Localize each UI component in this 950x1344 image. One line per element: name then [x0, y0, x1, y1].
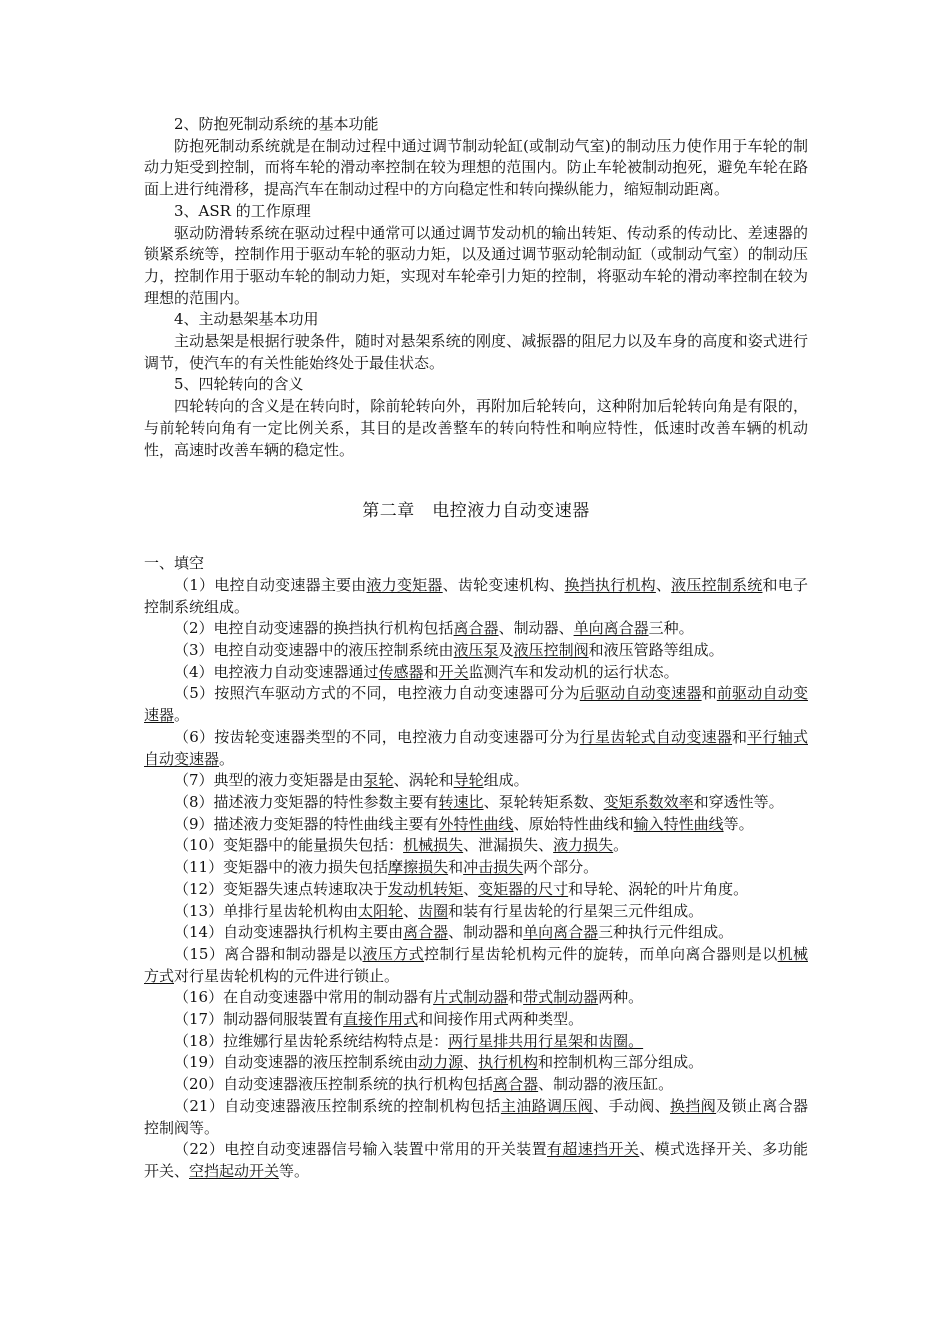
- question-text: 和电子控制系统组成。: [144, 575, 808, 616]
- question-text: 。: [613, 836, 629, 855]
- answer-text: 换挡阀: [669, 1096, 717, 1115]
- fill-blank-item: [144, 922, 808, 944]
- question-text: （5）按照汽车驱动方式的不同，电控液力自动变速器可分为: [174, 684, 580, 703]
- fill-blank-item: [144, 1074, 808, 1096]
- question-text: 控制行星齿轮机构元件的旋转，而单向离合器则是以: [424, 944, 778, 963]
- fill-blank-item: [144, 814, 808, 836]
- fill-blank-item: [144, 727, 808, 770]
- question-text: 和装有行星齿轮的行星架三元件组成。: [448, 901, 704, 920]
- fill-blank-item: [144, 1096, 808, 1139]
- answer-text: 变矩器的尺寸: [478, 879, 569, 898]
- question-text: 、涡轮和: [393, 771, 454, 790]
- question-text: （4）电控液力自动变速器通过: [174, 662, 379, 681]
- answer-text: 前驱动自动变速器: [144, 684, 808, 725]
- answer-text: 平行轴式自动变速器: [144, 727, 808, 768]
- answer-text: 两行星排共用行星架和齿圈。: [448, 1031, 644, 1050]
- answer-text: 带式制动器: [523, 988, 599, 1007]
- answer-text: 行星齿轮式自动变速器: [579, 727, 733, 746]
- question-text: 监测汽车和发动机的运行状态。: [468, 662, 679, 681]
- section-heading-asr: 3、ASR 的工作原理: [174, 201, 311, 220]
- fill-blank-item: [144, 944, 808, 987]
- question-text: 、: [463, 1053, 479, 1072]
- answer-text: 主油路调压阀: [500, 1096, 594, 1115]
- question-text: 和液压管路等组成。: [588, 641, 724, 660]
- answer-text: 离合器: [493, 1075, 539, 1094]
- question-text: 和导轮、涡轮的叶片角度。: [568, 879, 749, 898]
- answer-text: 输入特性曲线: [633, 814, 724, 833]
- question-text: 、手动阀、: [593, 1096, 670, 1115]
- answer-text: 冲击损失: [463, 858, 524, 877]
- question-text: 对行星齿轮机构的元件进行锁止。: [174, 966, 400, 985]
- question-text: 。: [174, 706, 190, 725]
- question-text: 、: [463, 879, 479, 898]
- question-text: 、泵轮转矩系数、: [483, 792, 604, 811]
- fill-blank-item: [144, 1009, 808, 1031]
- question-text: 、制动器、: [498, 619, 574, 638]
- section-body-abs: 防抱死制动系统就是在制动过程中通过调节制动轮缸(或制动气室)的制动压力使作用于车轮的制动力矩受到控制，而将车轮的滑动率控制在较为理想的范围内。防止车轮被制动抱死，避免车轮在路面上进行纯滑移，提高汽车在制动过程中的方向稳定性和转向操纵能力，缩短制动距离。: [144, 136, 808, 199]
- question-text: （7）典型的液力变矩器是由: [174, 771, 364, 790]
- answer-text: 摩擦损失: [388, 858, 449, 877]
- question-text: （3）电控自动变速器中的液压控制系统由: [174, 641, 454, 660]
- question-text: 、泄漏损失、: [463, 836, 554, 855]
- question-text: 两个部分。: [523, 858, 599, 877]
- fill-blank-item: [144, 575, 808, 618]
- question-text: 等。: [723, 814, 754, 833]
- fill-blank-item: [144, 662, 808, 684]
- answer-text: 机械方式: [144, 944, 808, 985]
- question-text: （14）自动变速器执行机构主要由: [174, 923, 404, 942]
- question-text: （9）描述液力变矩器的特性曲线主要有: [174, 814, 439, 833]
- answer-text: 后驱动自动变速器: [579, 684, 702, 703]
- fill-blank-item: [144, 770, 808, 792]
- answer-text: 离合器: [403, 923, 449, 942]
- answer-text: 机械损失: [403, 836, 464, 855]
- answer-text: 太阳轮: [358, 901, 404, 920]
- answer-text: 执行机构: [478, 1053, 539, 1072]
- section-heading-active-suspension: 4、主动悬架基本功用: [174, 310, 319, 329]
- answer-text: 有超速挡开关: [547, 1140, 640, 1159]
- answer-text: 直接作用式: [343, 1010, 419, 1029]
- question-text: （2）电控自动变速器的换挡执行机构包括: [174, 619, 454, 638]
- answer-text: 外特性曲线: [438, 814, 514, 833]
- question-text: （21）自动变速器液压控制系统的控制机构包括: [174, 1096, 501, 1115]
- question-text: （18）拉维娜行星齿轮系统结构特点是：: [174, 1031, 449, 1050]
- section-heading-abs: 2、防抱死制动系统的基本功能: [174, 115, 379, 133]
- question-text: 和: [701, 684, 717, 703]
- document-body: [144, 114, 808, 1183]
- answer-text: 液压控制阀: [513, 641, 589, 660]
- question-text: （8）描述液力变矩器的特性参数主要有: [174, 792, 439, 811]
- question-text: 、模式选择开关、多功能开关、: [144, 1140, 808, 1180]
- fill-blank-list: [144, 575, 808, 1183]
- answer-text: 空挡起动开关: [189, 1161, 280, 1180]
- answer-text: 开关: [438, 662, 469, 681]
- question-text: 及锁止离合器控制阀等。: [144, 1096, 808, 1137]
- question-text: 和: [732, 727, 748, 746]
- question-text: 、制动器的液压缸。: [538, 1075, 674, 1094]
- question-text: （6）按齿轮变速器类型的不同，电控液力自动变速器可分为: [174, 727, 580, 746]
- question-text: 和: [448, 858, 464, 877]
- fill-blank-item: [144, 879, 808, 901]
- question-text: 及: [498, 641, 514, 660]
- question-text: （20）自动变速器液压控制系统的执行机构包括: [174, 1075, 494, 1094]
- fill-blank-item: [144, 835, 808, 857]
- question-text: 、: [655, 575, 672, 594]
- question-text: （22）电控自动变速器信号输入装置中常用的开关装置: [174, 1140, 548, 1159]
- question-text: 三种执行元件组成。: [598, 923, 734, 942]
- question-text: （10）变矩器中的能量损失包括：: [174, 836, 404, 855]
- fill-blank-item: [144, 857, 808, 879]
- answer-text: 转速比: [438, 792, 484, 811]
- question-text: 。: [219, 749, 235, 768]
- question-text: 、原始特性曲线和: [513, 814, 634, 833]
- question-text: 三种。: [648, 619, 694, 638]
- answer-text: 液压方式: [362, 944, 425, 963]
- section-body-active-suspension: 主动悬架是根据行驶条件，随时对悬架系统的刚度、减振器的阻尼力以及车身的高度和姿式进行调节，使汽车的有关性能始终处于最佳状态。: [144, 332, 808, 372]
- question-text: 和穿透性等。: [693, 792, 784, 811]
- answer-text: 动力源: [418, 1053, 464, 1072]
- question-text: （12）变矩器失速点转速取决于: [174, 879, 389, 898]
- fill-blank-item: [144, 792, 808, 814]
- answer-text: 液力变矩器: [366, 575, 443, 594]
- question-text: （16）在自动变速器中常用的制动器有: [174, 988, 434, 1007]
- section-body-four-wheel-steering: 四轮转向的含义是在转向时，除前轮转向外，再附加后轮转向，这种附加后轮转向角是有限的，与前轮转向角有一定比例关系，其目的是改善整车的转向特性和响应特性，低速时改善车辆的机动性，高速时改善车辆的稳定性。: [144, 397, 808, 459]
- question-text: 和: [508, 988, 524, 1007]
- fill-blank-item: [144, 1139, 808, 1182]
- answer-text: 液压泵: [453, 641, 499, 660]
- chapter-title: 第二章 电控液力自动变速器: [362, 501, 590, 522]
- question-text: （17）制动器伺服装置有: [174, 1010, 344, 1029]
- answer-text: 泵轮: [363, 771, 394, 790]
- question-text: 、制动器和: [448, 923, 524, 942]
- part-heading-fill-blank: 一、填空: [144, 554, 205, 573]
- question-text: 两种。: [598, 988, 644, 1007]
- question-text: 、齿轮变速机构、: [442, 575, 565, 594]
- question-text: 和: [423, 662, 439, 681]
- section-heading-four-wheel-steering: 5、四轮转向的含义: [174, 375, 304, 394]
- answer-text: 换挡执行机构: [564, 575, 656, 594]
- answer-text: 单向离合器: [523, 923, 599, 942]
- question-text: 组成。: [483, 771, 529, 790]
- question-text: （15）离合器和制动器是以: [174, 944, 363, 963]
- section-body-asr: 驱动防滑转系统在驱动过程中通常可以通过调节发动机的输出转矩、传动系的传动比、差速器的锁紧系统等，控制作用于驱动车轮的驱动力矩，以及通过调节驱动轮制动缸（或制动气室）的制动压力，控制作用于驱动车轮的制动力矩，实现对车轮牵引力矩的控制，将驱动车轮的滑动率控制在较为理想的范围内。: [144, 223, 808, 307]
- answer-text: 导轮: [453, 771, 484, 790]
- fill-blank-item: [144, 901, 808, 923]
- fill-blank-item: [144, 640, 808, 662]
- answer-text: 液压控制系统: [671, 575, 763, 594]
- answer-text: 液力损失: [553, 836, 614, 855]
- answer-text: 单向离合器: [573, 619, 649, 638]
- fill-blank-item: [144, 683, 808, 726]
- answer-text: 变矩系数效率: [603, 792, 694, 811]
- question-text: 、: [403, 901, 419, 920]
- answer-text: 齿圈: [418, 901, 449, 920]
- question-text: （13）单排行星齿轮机构由: [174, 901, 359, 920]
- question-text: （11）变矩器中的液力损失包括: [174, 858, 389, 877]
- question-text: 和控制机构三部分组成。: [538, 1053, 704, 1072]
- answer-text: 片式制动器: [433, 988, 509, 1007]
- answer-text: 传感器: [378, 662, 424, 681]
- answer-text: 离合器: [453, 619, 499, 638]
- fill-blank-item: [144, 1052, 808, 1074]
- question-text: （19）自动变速器的液压控制系统由: [174, 1053, 419, 1072]
- fill-blank-item: [144, 987, 808, 1009]
- question-text: 和间接作用式两种类型。: [418, 1010, 584, 1029]
- question-text: 等。: [279, 1161, 310, 1180]
- fill-blank-item: [144, 618, 808, 640]
- question-text: （1）电控自动变速器主要由: [174, 575, 367, 594]
- fill-blank-item: [144, 1031, 808, 1053]
- answer-text: 发动机转矩: [388, 879, 464, 898]
